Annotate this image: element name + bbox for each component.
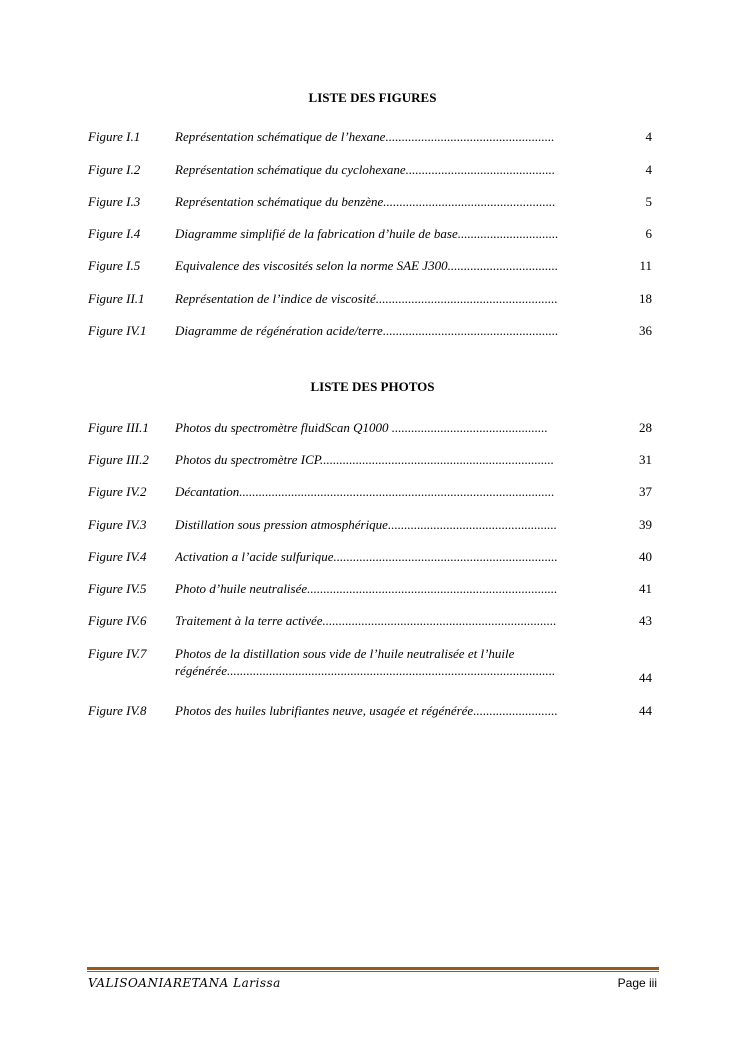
entry-page: 6 — [645, 226, 652, 241]
entry-description: Equivalence des viscosités selon la norme SAE J300.................................. — [175, 258, 559, 273]
entry-label: Figure III.2 — [88, 452, 149, 467]
figures-heading: LISTE DES FIGURES — [308, 90, 437, 105]
entry-description: Traitement à la terre activée........................................................................ — [175, 613, 557, 628]
footer-author: VALISOANIARETANA Larissa — [88, 976, 281, 990]
entry-description: Photos du spectromètre fluidScan Q1000 ................................................ — [175, 420, 548, 435]
entry-description-line-2: régénérée..................................................................................................... — [175, 663, 556, 678]
entry-page: 40 — [639, 549, 652, 564]
entry-description: Activation a l’acide sulfurique..................................................................... — [175, 549, 558, 564]
entry-description: Diagramme de régénération acide/terre...................................................... — [175, 323, 559, 338]
entry-description-line-1: Photos de la distillation sous vide de l’huile neutralisée et l’huile — [175, 646, 515, 661]
entry-page: 28 — [639, 420, 652, 435]
entry-page: 44 — [639, 670, 652, 685]
entry-label: Figure IV.1 — [88, 323, 147, 338]
entry-description: Photo d’huile neutralisée............................................................................. — [175, 581, 558, 596]
entry-description: Photos du spectromètre ICP........................................................................ — [175, 452, 555, 467]
entry-page: 4 — [645, 162, 652, 177]
entry-description — [175, 645, 620, 679]
entry-label: Figure III.1 — [88, 420, 149, 435]
entry-label: Figure I.2 — [88, 162, 141, 177]
entry-label: Figure I.4 — [88, 226, 141, 241]
entry-label: Figure I.1 — [88, 129, 141, 144]
footer-rule-thin — [87, 971, 659, 972]
footer-rule-thick — [87, 967, 659, 970]
entry-page: 31 — [639, 452, 652, 467]
entry-description: Représentation schématique de l’hexane.................................................... — [175, 129, 555, 144]
entry-description: Distillation sous pression atmosphérique.................................................... — [175, 517, 557, 532]
entry-label: Figure I.3 — [88, 194, 141, 209]
entry-description: Décantation................................................................................................. — [175, 484, 555, 499]
entry-label: Figure IV.4 — [88, 549, 147, 564]
entry-label: Figure IV.6 — [88, 613, 147, 628]
entry-label: Figure I.5 — [88, 258, 141, 273]
entry-page: 36 — [639, 323, 652, 338]
photos-heading: LISTE DES PHOTOS — [310, 379, 435, 394]
entry-label: Figure IV.5 — [88, 581, 147, 596]
entry-label: Figure IV.7 — [88, 646, 147, 661]
entry-page: 37 — [639, 484, 652, 499]
entry-label: Figure IV.2 — [88, 484, 147, 499]
entry-description: Représentation de l’indice de viscosité........................................................ — [175, 291, 558, 306]
entry-page: 4 — [645, 129, 652, 144]
footer-rule — [87, 967, 659, 972]
entry-description: Photos des huiles lubrifiantes neuve, usagée et régénérée.......................... — [175, 703, 558, 718]
entry-page: 5 — [645, 194, 652, 209]
entry-page: 43 — [639, 613, 652, 628]
entry-page: 39 — [639, 517, 652, 532]
entry-description: Représentation schématique du cyclohexane.............................................. — [175, 162, 556, 177]
entry-page: 41 — [639, 581, 652, 596]
entry-label: Figure IV.8 — [88, 703, 147, 718]
entry-label: Figure IV.3 — [88, 517, 147, 532]
entry-description: Représentation schématique du benzène..................................................... — [175, 194, 556, 209]
footer-page-number: Page iii — [617, 976, 657, 990]
entry-page: 44 — [639, 703, 652, 718]
entry-description: Diagramme simplifié de la fabrication d’huile de base............................... — [175, 226, 559, 241]
entry-page: 18 — [639, 291, 652, 306]
entry-page: 11 — [639, 258, 652, 273]
entry-label: Figure II.1 — [88, 291, 145, 306]
